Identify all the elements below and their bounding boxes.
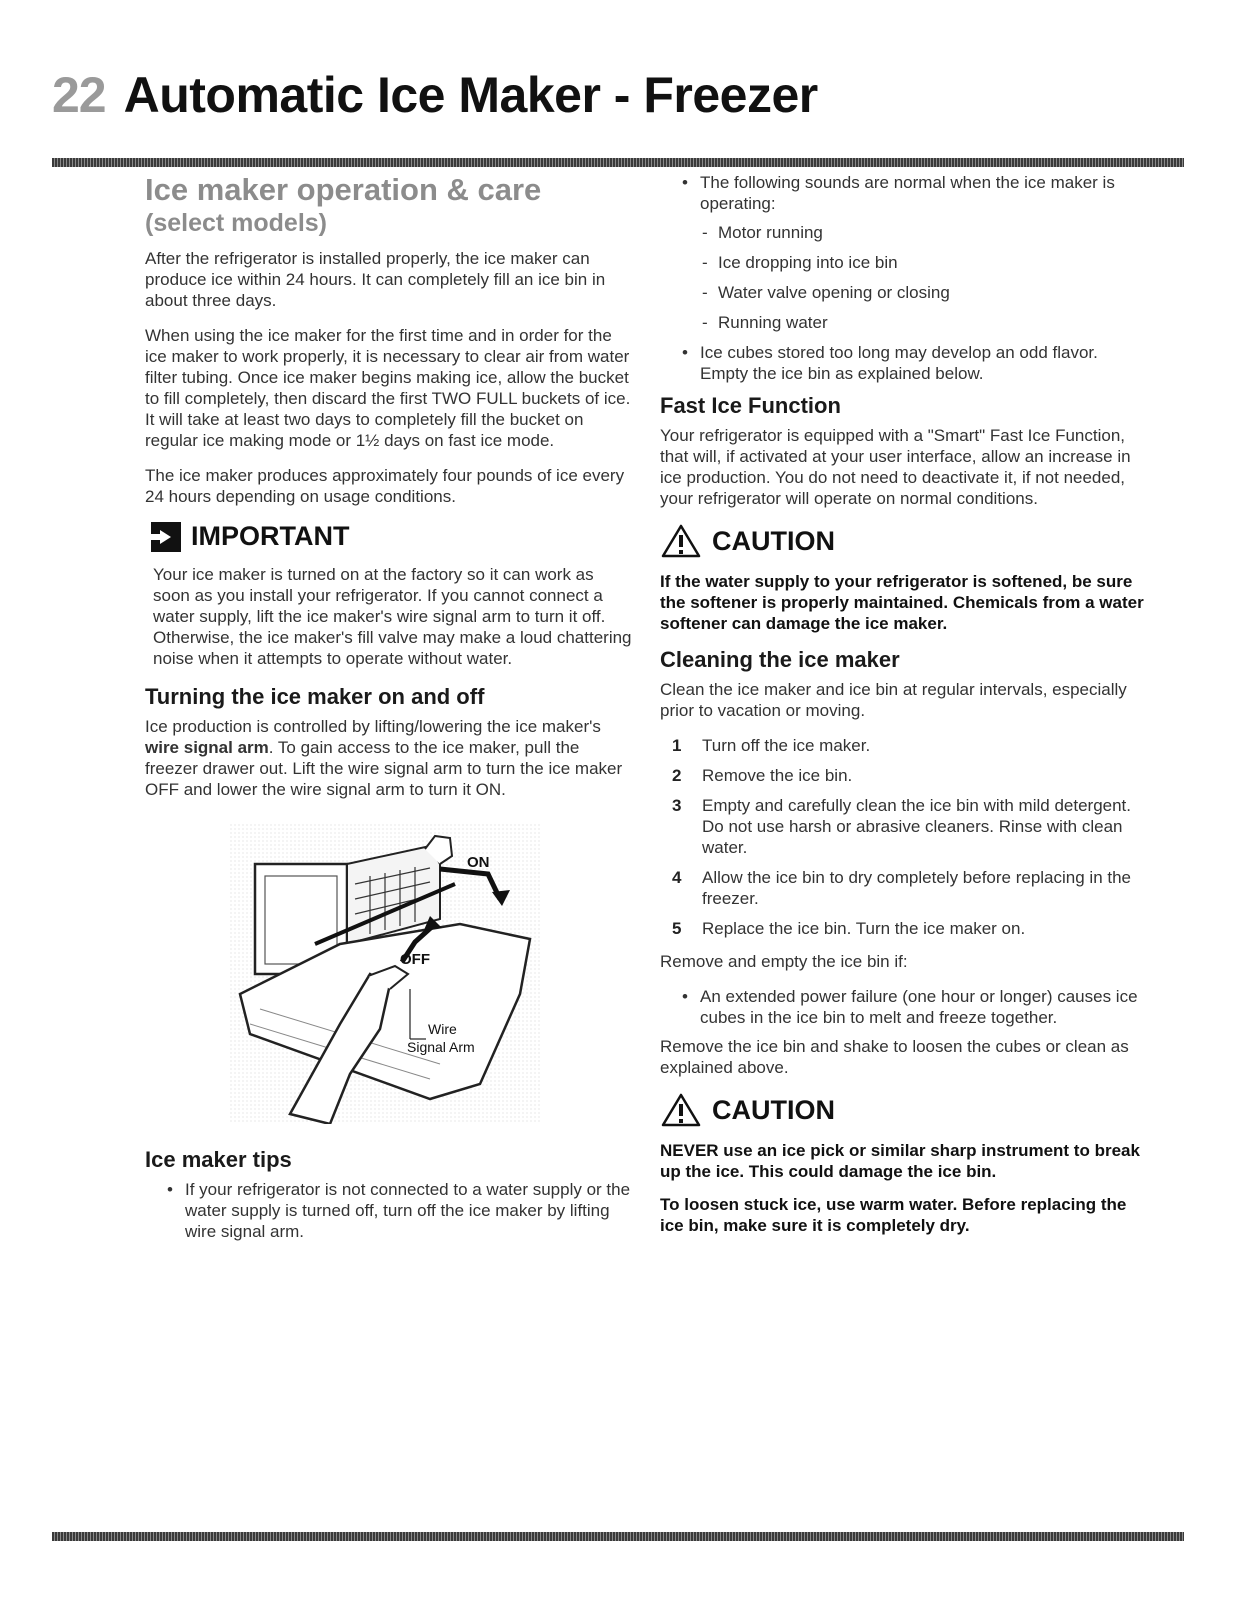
caution-text-2a: NEVER use an ice pick or similar sharp instrument to break up the ice. This could damage the ice bin. [660, 1141, 1140, 1181]
caution-title: CAUTION [712, 525, 835, 556]
cleaning-steps [660, 735, 1145, 939]
caution-notice-header [660, 523, 1145, 559]
remove-conditions-list [660, 986, 1145, 1028]
fast-ice-paragraph: Your refrigerator is equipped with a "Smart" Fast Ice Function, that will, if activated at your user interface, allow an increase in ice production. You do not need to deactivate it, if not needed, your refrigerator will operate on normal conditions. [660, 426, 1131, 508]
tips-heading: Ice maker tips [145, 1147, 292, 1172]
list-item: • If your refrigerator is not connected to a water supply or the water supply is turned off, turn off the ice maker by lifting wire signal arm. [145, 1179, 635, 1242]
page-title: Automatic Ice Maker - Freezer [123, 67, 818, 123]
caution-title-2: CAUTION [712, 1094, 835, 1125]
list-item: • An extended power failure (one hour or longer) causes ice cubes in the ice bin to melt and freeze together. [660, 986, 1145, 1028]
on-off-paragraph: Ice production is controlled by lifting/lowering the ice maker's wire signal arm. To gain access to the ice maker, pull the freezer drawer out. Lift the wire signal arm to turn the ice maker OFF and lower the wire signal arm to turn it ON. [145, 717, 623, 799]
list-item: - Motor running [660, 222, 1145, 243]
warning-triangle-icon [660, 1092, 702, 1128]
list-item: - Ice dropping into ice bin [660, 252, 1145, 273]
ice-maker-diagram [230, 824, 540, 1124]
remove-intro: Remove and empty the ice bin if: [660, 952, 908, 971]
step-item: 5 Replace the ice bin. Turn the ice maker on. [672, 919, 1026, 938]
normal-sounds-list [660, 222, 1145, 333]
important-text: Your ice maker is turned on at the factory so it can work as soon as you install your refrigerator. If you cannot connect a water supply, lift the ice maker's wire signal arm to turn it off. Otherwise, the ice maker's fill valve may make a loud chattering noise when it attempts to operate without water. [153, 565, 632, 668]
remove-after: Remove the ice bin and shake to loosen the cubes or clean as explained above. [660, 1037, 1129, 1077]
footer-divider [52, 1532, 1184, 1541]
tips-list [145, 1179, 635, 1242]
step-item: 2 Remove the ice bin. [672, 766, 853, 785]
right-column [660, 172, 1145, 1248]
wire-label: Wire [428, 1021, 457, 1037]
important-title: IMPORTANT [191, 521, 350, 551]
step-item: 4 Allow the ice bin to dry completely before replacing in the freezer. [672, 868, 1132, 908]
wire-signal-arm-term: wire signal arm [145, 738, 269, 757]
signal-arm-label: Signal Arm [407, 1039, 475, 1055]
caution-text: If the water supply to your refrigerator is softened, be sure the softener is properly maintained. Chemicals from a water softener can damage the ice maker. [660, 572, 1144, 633]
on-label: ON [467, 854, 490, 871]
list-item: - Running water [660, 312, 1145, 333]
list-item: - Water valve opening or closing [660, 282, 1145, 303]
on-off-heading: Turning the ice maker on and off [145, 684, 485, 709]
list-item: • Ice cubes stored too long may develop an odd flavor. Empty the ice bin as explained below. [660, 342, 1145, 384]
important-notice-header [145, 521, 635, 552]
cleaning-intro: Clean the ice maker and ice bin at regular intervals, especially prior to vacation or moving. [660, 680, 1127, 720]
header-divider [52, 158, 1184, 167]
off-label: OFF [400, 951, 430, 968]
page-number: 22 [52, 67, 106, 123]
intro-paragraph: After the refrigerator is installed properly, the ice maker can produce ice within 24 hours. It can completely fill an ice bin in about three days. [145, 249, 606, 310]
caution-notice-header-2 [660, 1092, 1145, 1128]
production-paragraph: The ice maker produces approximately four pounds of ice every 24 hours depending on usage conditions. [145, 466, 625, 506]
caution-text-2b: To loosen stuck ice, use warm water. Before replacing the ice bin, make sure it is completely dry. [660, 1195, 1127, 1235]
flavor-list [660, 342, 1145, 384]
ice-maker-illustration [230, 824, 540, 1124]
arrow-right-icon [151, 522, 181, 552]
left-column [145, 172, 635, 1250]
fast-ice-heading: Fast Ice Function [660, 393, 841, 418]
page-header [52, 66, 818, 124]
first-use-paragraph: When using the ice maker for the first time and in order for the ice maker to work properly, it is necessary to clear air from water filter tubing. Once ice maker begins making ice, allow the bucket to fill completely, then discard the first TWO FULL buckets of ice. It will take at least two days to completely fill the bucket on regular ice making mode or 1½ days on fast ice mode. [145, 326, 631, 450]
sounds-list [660, 172, 1145, 214]
step-item: 1 Turn off the ice maker. [672, 736, 871, 755]
section-title: Ice maker operation & care [145, 172, 542, 207]
warning-triangle-icon [660, 523, 702, 559]
section-subtitle: (select models) [145, 209, 328, 237]
cleaning-heading: Cleaning the ice maker [660, 647, 900, 672]
list-item: • The following sounds are normal when the ice maker is operating: [660, 172, 1145, 214]
step-item: 3 Empty and carefully clean the ice bin with mild detergent. Do not use harsh or abrasive cleaners. Rinse with clean water. [672, 796, 1132, 857]
